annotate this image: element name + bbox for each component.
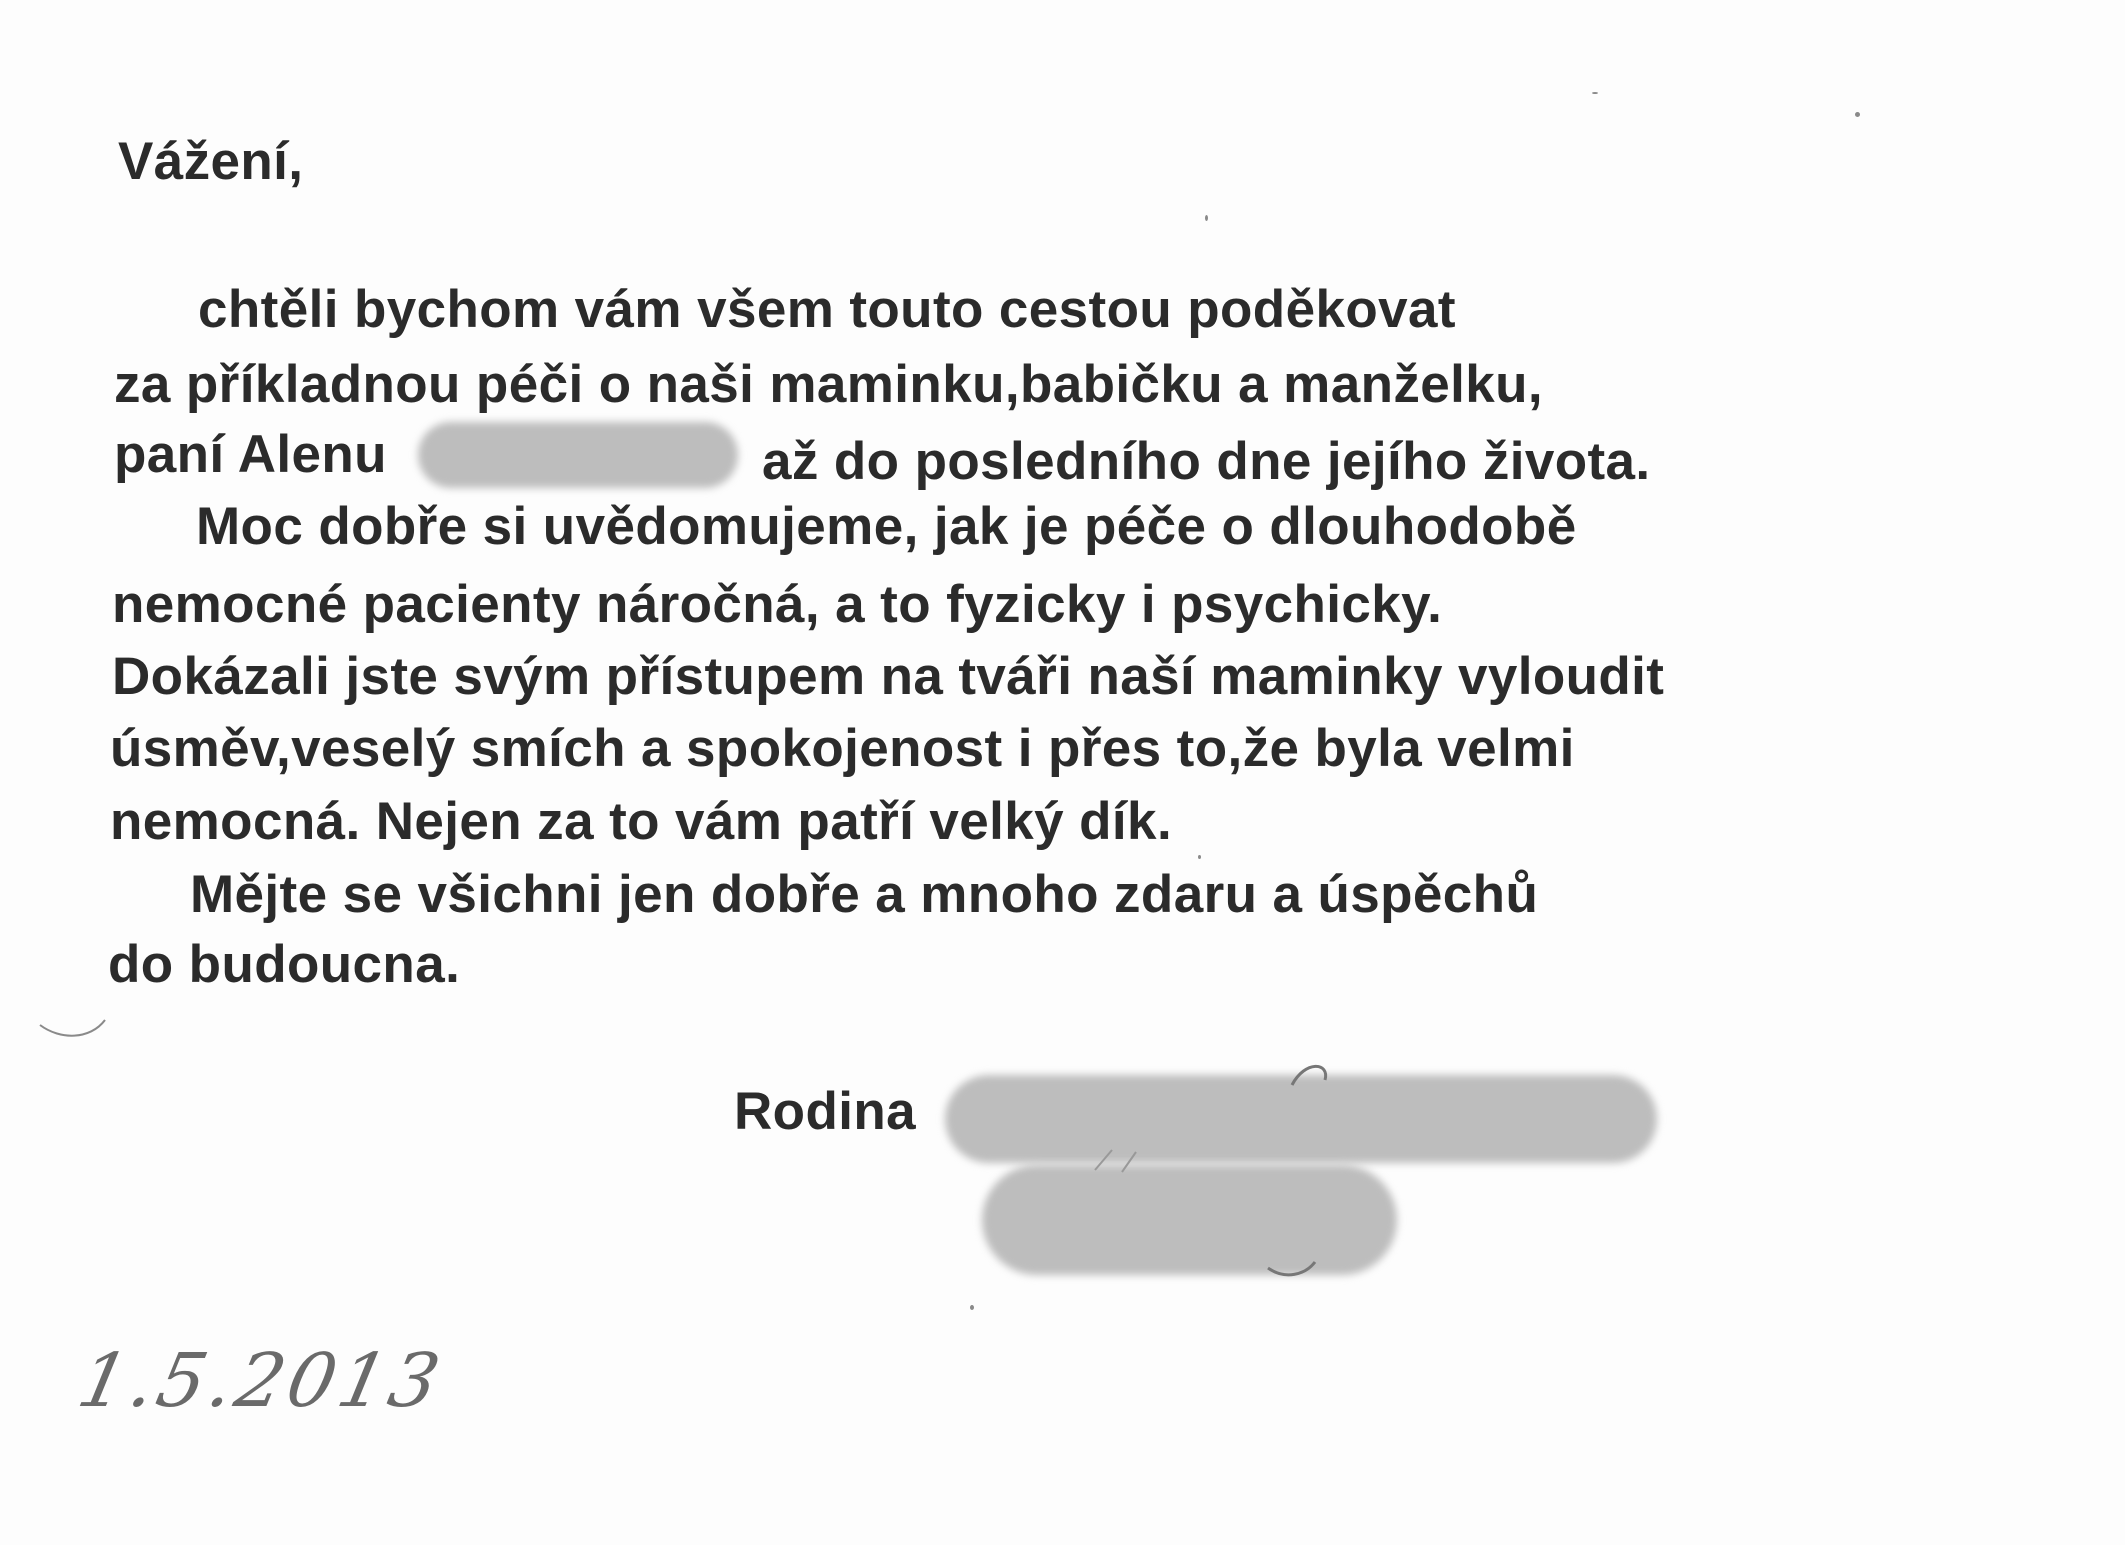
letter-line-5: nemocné pacienty náročná, a to fyzicky i psychicky. <box>112 575 1443 634</box>
letter-line-4: Moc dobře si uvědomujeme, jak je péče o dlouhodobě <box>196 497 1577 556</box>
salutation: Vážení, <box>118 132 304 191</box>
letter-line-6: Dokázali jste svým přístupem na tváři naší maminky vyloudit <box>112 647 1665 706</box>
scan-speck <box>1592 92 1598 94</box>
scan-speck <box>1855 112 1860 117</box>
scan-speck <box>970 1305 974 1310</box>
letter-line-8: nemocná. Nejen za to vám patří velký dík. <box>110 792 1173 851</box>
letter-line-3-end: až do posledního dne jejího života. <box>762 432 1651 491</box>
letter-line-3-start: paní Alenu <box>114 425 387 484</box>
letter-line-7: úsměv,veselý smích a spokojenost i přes to,že byla velmi <box>110 719 1575 778</box>
handwritten-date: 1.5.2013 <box>70 1338 451 1424</box>
letter-line-2: za příkladnou péči o naši maminku,babičku a manželku, <box>114 355 1544 414</box>
letter-line-10: do budoucna. <box>108 935 461 994</box>
scan-speck <box>1198 855 1201 859</box>
letter-line-9: Mějte se všichni jen dobře a mnoho zdaru a úspěchů <box>190 865 1539 924</box>
scan-speck <box>1205 215 1208 221</box>
letter-line-1: chtěli bychom vám všem touto cestou poděkovat <box>198 280 1456 339</box>
signature-label: Rodina <box>734 1082 916 1141</box>
